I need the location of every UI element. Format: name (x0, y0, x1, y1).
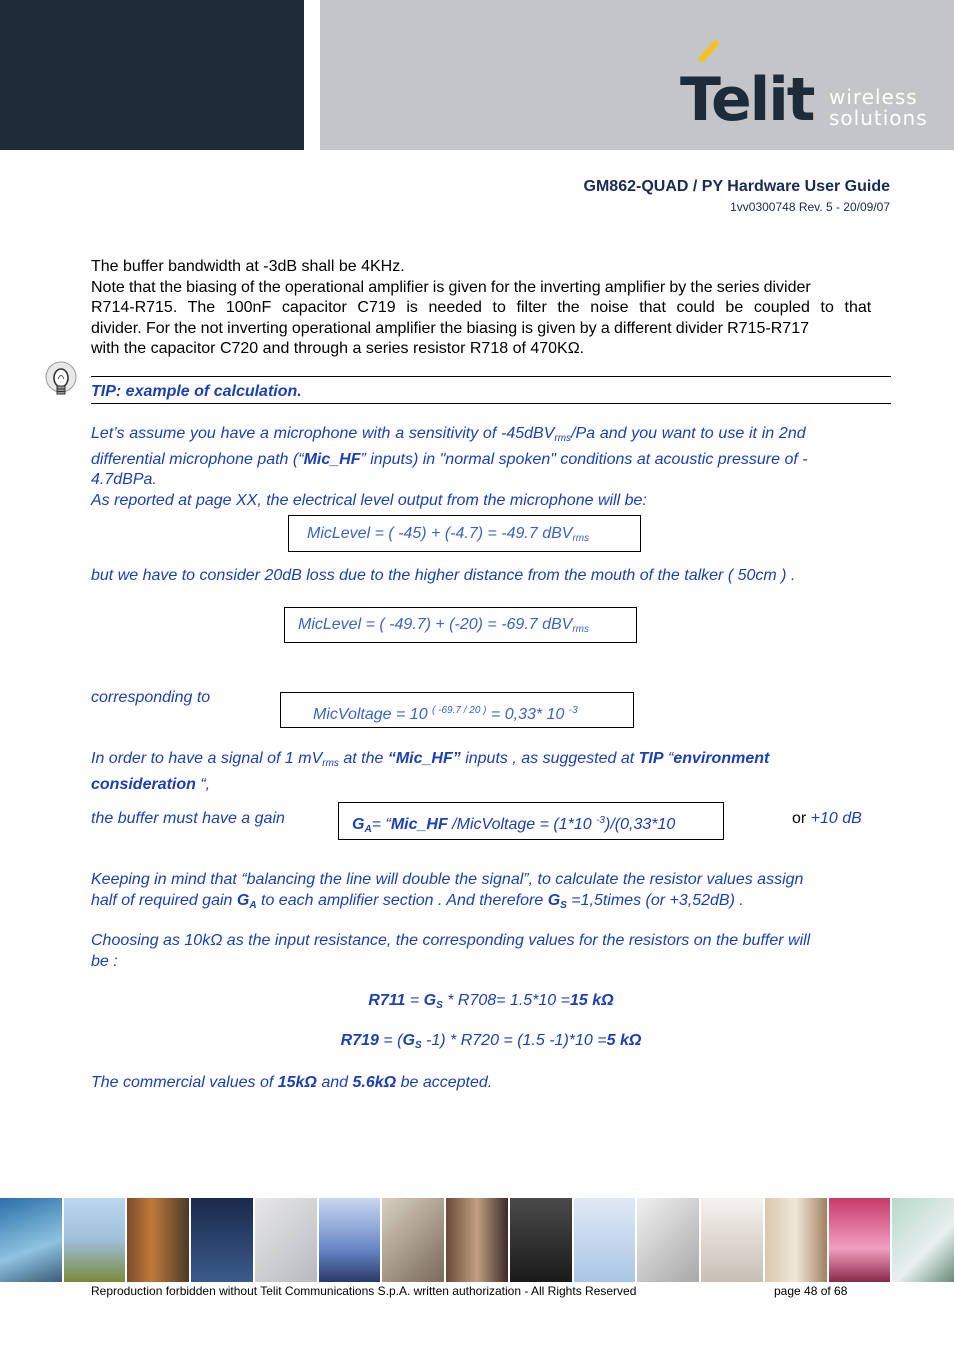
footer-photo-strip (0, 1198, 954, 1282)
header-dark-panel (0, 0, 304, 150)
photo-tile (319, 1198, 381, 1282)
photo-tile (765, 1198, 827, 1282)
photo-tile (127, 1198, 189, 1282)
photo-tile (701, 1198, 763, 1282)
photo-tile (574, 1198, 636, 1282)
formula-r711: $R711 = G_S * R708= 1.5*10 =15$ kΩ (368, 992, 614, 1011)
header-gap (304, 0, 320, 150)
intro-line: divider. For the not inverting operational amplifier the biasing is given by a different divider R715-R717 (91, 319, 810, 337)
intro-paragraph (91, 257, 890, 360)
intro-line: The buffer bandwidth at -3dB shall be 4KHz. (91, 258, 405, 275)
balancing-paragraph: Keeping in mind that “balancing the line will double the signal”, to calculate the resistor values assign half of required gain $G_A$ to each amplifier section . And therefore $G_S$ =1,5times (or +3,52dB) . (91, 871, 804, 911)
photo-tile (382, 1198, 444, 1282)
resistance-paragraph: Choosing as 10kΩ as the input resistance, the corresponding values for the resistors on the buffer will be : (91, 932, 811, 970)
telit-logo: Telit (680, 65, 814, 135)
tip-rule-top (91, 376, 891, 377)
gain-label: the buffer must have a gain (91, 810, 285, 827)
mic-voltage-box: MicVoltage = 10 $^{( -69.7 / 20 )}$ = 0,33* 10 $^{-3}$ (280, 692, 634, 728)
photo-tile (64, 1198, 126, 1282)
lightbulb-icon (44, 360, 78, 408)
logo-tagline-solutions: solutions (829, 106, 928, 130)
photo-tile (637, 1198, 699, 1282)
commercial-values-sentence: The commercial values of 15kΩ and 5.6kΩ be accepted. (91, 1074, 493, 1091)
intro-line: with the capacitor C720 and through a series resistor R718 of 470KΩ. (91, 340, 585, 357)
loss-sentence: but we have to consider 20dB loss due to the higher distance from the mouth of the talker ( 50cm ) . (91, 567, 796, 584)
logo-tagline-wireless: wireless (829, 85, 918, 109)
tip-rule-bottom (91, 403, 891, 404)
photo-tile (892, 1198, 954, 1282)
photo-tile (255, 1198, 317, 1282)
intro-line: Note that the biasing of the operational amplifier is given for the inverting amplifier by the series divider (91, 278, 811, 296)
signal-paragraph: In order to have a signal of 1 $mV_{rms}$ at the “Mic_HF” inputs , as suggested at TIP “environment consideration “, (91, 750, 770, 793)
corresponding-to-label: corresponding to (91, 689, 211, 706)
mic-level-box-1: MicLevel = ( -45) + (-4.7) = -49.7 dBV$_{rms}$ (288, 515, 641, 552)
calc-paragraph-1: Let’s assume you have a microphone with a sensitivity of -45dBV$_{rms}$/Pa and you want to use it in 2nd differential microphone path (“Mic_HF” inputs) in "normal spoken" conditions at acoustic pressure of - 4.7dBPa. As reported at page XX, the electrical level output from the microphone will be: (91, 425, 808, 509)
mic-level-box-2: MicLevel = ( -49.7) + (-20) = -69.7 dBV$_{rms}$ (284, 607, 637, 643)
formula-r719: $R719 = (G_S$ -1) * R720 = (1.5 -1)*10 =5 kΩ (340, 1032, 642, 1051)
photo-tile (446, 1198, 508, 1282)
intro-line: R714-R715. The 100nF capacitor C719 is needed to filter the noise that could be coupled to that (91, 299, 872, 316)
page-number: page 48 of 68 (774, 1284, 848, 1298)
photo-tile (191, 1198, 253, 1282)
footer-notice: Reproduction forbidden without Telit Communications S.p.A. written authorization - All Rights Reserved (91, 1284, 637, 1298)
photo-tile (0, 1198, 62, 1282)
gain-formula-box: $G_A=$ “Mic_HF /MicVoltage = (1*10 $^{-3}$)/(0,33*10 (338, 802, 724, 840)
photo-tile (510, 1198, 572, 1282)
document-title: GM862-QUAD / PY Hardware User Guide (583, 178, 890, 195)
photo-tile (829, 1198, 891, 1282)
gain-db-value: or +10 dB (792, 810, 862, 827)
document-revision: 1vv0300748 Rev. 5 - 20/09/07 (730, 200, 890, 214)
tip-label: TIP: example of calculation. (91, 383, 302, 400)
